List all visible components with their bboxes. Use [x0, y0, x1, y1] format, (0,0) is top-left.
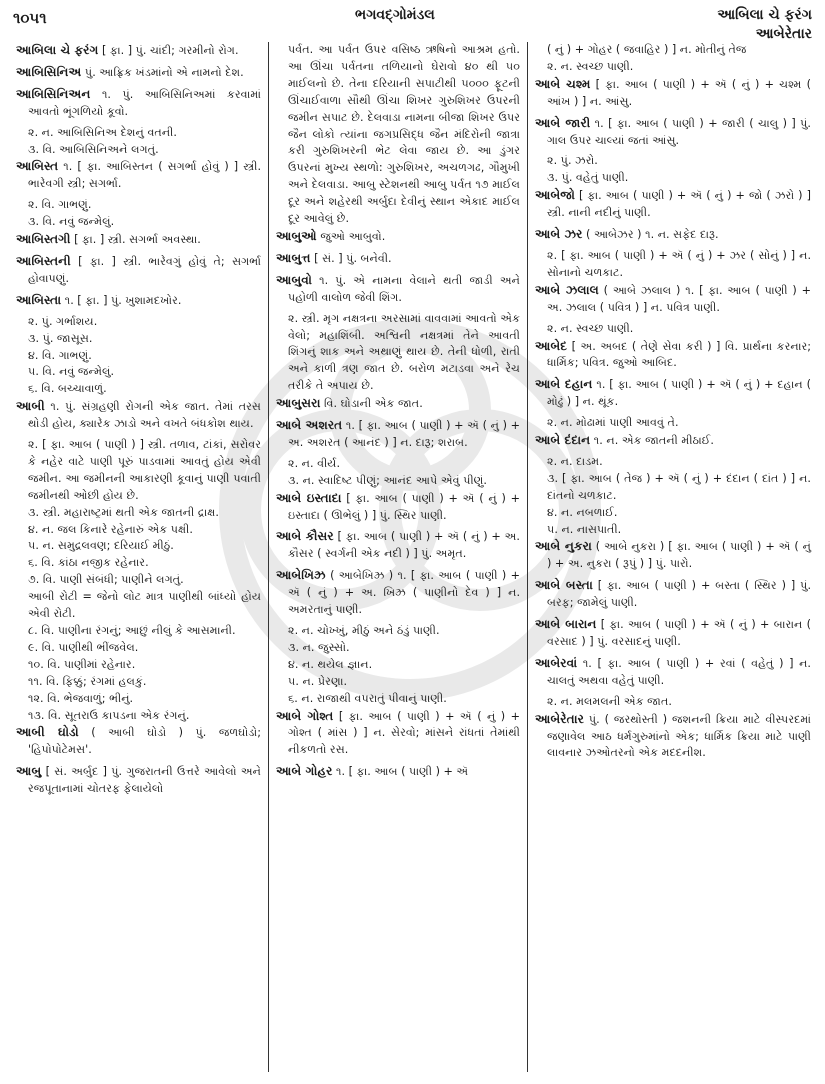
definition-text: પું. ( જરથોસ્તી ) જશનની ક્રિયા માટે વીસ્પરદમાં જણાવેલ આઠ ધર્મગુરુમાંનો એક; ધાર્મિક ક્રિયા માટે પાણી લાવનાર ઝઓતરનો એક મદદનીશ. — [547, 712, 811, 760]
definition-text: ૧. પું. એ નામના વેલાને થતી જાડી અને પહોળી વાલોળ જેવી શિંગ. — [288, 273, 520, 304]
headword: આબે જારી — [535, 115, 591, 130]
sense-line: ૩. પું. જાસૂસ. — [28, 331, 93, 345]
sense-line: ૫. ન. પ્રેરણા. — [288, 674, 348, 688]
definition-text: [ ફા. ] પું. ચાંદી; ગરમીનો રોગ. — [98, 44, 239, 57]
dictionary-entry — [276, 272, 520, 307]
dictionary-entry — [535, 115, 811, 150]
definition-text: ૧. [ ફા. ] પું. ખુશામદખોર. — [61, 293, 182, 307]
headword: આબુવો — [276, 272, 312, 287]
sense-line: ૨. સ્ત્રી. મૃગ નક્ષત્રના અરસામાં વાવવામાં આવતો એક વેલો; મહાશિંબી. અશ્વિની નક્ષત્રમાં તેને આવતી શિંગનું શાક અને અથાણું થાય છે. તેની ધોળી, રાતી અને કાળી ત્રણ જાત છે. બરોળ મટાડવા અને રેચ તરીકે તે અપાય છે. — [288, 311, 520, 393]
headword: આબેદ — [535, 338, 568, 353]
dictionary-entry — [16, 64, 261, 82]
sense-line: ૩. વિ. નવું જન્મેલું. — [28, 215, 115, 229]
headword: આબિસિનિઅન — [16, 86, 91, 101]
sense-line: ૩. વિ. આબિસિનિઅને લગતું. — [28, 142, 159, 156]
continued-text: પર્વત. આ પર્વત ઉપર વસિષ્ઠ ઋષિનો આશ્રમ હતો. આ ઊંચા પર્વતના તળિયાનો ઘેરાવો ૪૦ થી ૫૦ માઈલનો છે. તેના દરિયાની સપાટીથી ૫૦૦૦ ફૂટની ઊંચાઈવાળા સૌથી ઊંચા શિખર ગુરુશિખર ઉપરની જમીન સપાટ છે. દેલવાડા નામના બીજા શિખર ઉપર જૈન લોકો ત્યાંના જગપ્રસિદ્ધ જૈન મંદિરોની જાત્રા કરી ગુરુશિખરની ભેટ લેવા જાય છે. આ ડુંગર ઉપરનાં મુખ્ય સ્થળો: ગુરુશિખર, અચળગઢ, ગૌમુખી અને દેલવાડા. આબુ સ્ટેશનથી આબુ પર્વત ૧૭ માઈલ દૂર અને શહેરથી અર્બુદા દેવીનું સ્થાન એકાદ માઈલ દૂર આવેલું છે. — [288, 43, 520, 226]
dictionary-entry — [16, 158, 261, 193]
dictionary-entry — [276, 708, 520, 760]
headword: આબિસ્તા — [16, 292, 62, 307]
headword: આબેરેતાર — [535, 711, 584, 726]
dictionary-entry — [16, 292, 261, 310]
headword: આબે બસ્તા — [535, 578, 593, 593]
definition-text: [ સં. ] પું. બનેવી. — [310, 251, 392, 265]
sense-line: ૨. ન. આબિસિનિઅ દેશનું વતની. — [28, 125, 177, 139]
definition-text: [ ફા. આબ ( પાણી ) + ઍ ( નું ) + ચશ્મ ( આંખ ) ] ન. આંસુ. — [547, 77, 811, 108]
column-divider — [527, 42, 528, 1072]
definition-text: [ ફા. આબ ( પાણી ) + ઍ ( નું ) + બારાન ( વરસાદ ) ] પું. વરસાદનું પાણી. — [547, 618, 811, 648]
definition-text: ૧. [ ફા. આબ ( પાણી ) + જારી ( ચાલુ ) ] પું. ગાલ ઉપર ચાલ્યાં જતાં આંસુ. — [547, 116, 811, 147]
headword: આબિસ્તની — [16, 253, 71, 268]
headword: આબિસિનિઅ — [16, 64, 82, 79]
definition-text: ૧. [ ફા. આબિસ્તન ( સગર્ભા હોવું ) ] સ્ત્રી. ભારેવગી સ્ત્રી; સગર્ભા. — [28, 160, 261, 191]
dictionary-entry — [276, 763, 520, 781]
headword: આબી ઘોડો — [16, 725, 79, 740]
headword: આબે ઝલાલ — [535, 282, 599, 297]
headword: આબિલા ચે ફરંગ — [16, 43, 99, 57]
sense-line: ૬. વિ. બચ્ચાવાળું. — [28, 382, 107, 396]
headword: આબિસ્તગી — [16, 232, 71, 247]
sense-line: ૨. [ ફા. આબ ( પાણી ) ] સ્ત્રી. તળાવ, ટાંકાં, સરોવર કે નહેર વાટે પાણી પૂરું પાડવામાં આવતું હોય એવી જમીન. આ જમીનની આકારણી કૂવાનું પાણી પવાતી જમીનથી ઓછી હોય છે. — [28, 438, 261, 502]
headword: આબે દહાન — [535, 377, 593, 392]
dictionary-entry — [276, 567, 520, 619]
definition-text: [ ફા. આબ ( પાણી ) + બસ્તા ( સ્થિર ) ] પું. બરફ; જામેલું પાણી. — [547, 579, 811, 610]
running-title: ભગવદ્ગોમંડલ — [355, 7, 435, 23]
headword: આબે બારાન — [535, 617, 597, 632]
dictionary-entry — [535, 226, 811, 244]
column-divider — [268, 42, 269, 1072]
sense-line: ૨. ન. ચોખ્ખું, મીઠું અને ઠંડું પાણી. — [288, 624, 440, 637]
dictionary-entry — [276, 395, 520, 413]
continued-text: ( નું ) + ગોહર ( જવાહિર ) ] ન. મોતીનું તેજ — [547, 43, 747, 56]
sense-line: ૨. ન. મોઢામાં પાણી આવવું તે. — [547, 416, 679, 430]
definition-text: ( આબેખિઝ્ર ) ૧. [ ફા. આબ ( પાણી ) + ઍ ( નું ) + અ. ખિઝ્ર ( પાણીનો દેવ ) ] ન. અમરતાનું પાણી. — [288, 569, 520, 617]
definition-text: ( આબી ઘોડો ) પું. જળઘોડો; 'હિપોપોટેમસ'. — [28, 726, 261, 757]
definition-text: ૧. [ ફા. આબ ( પાણી ) + ઍ — [332, 765, 469, 779]
headword: આબેરવાં — [535, 655, 578, 670]
definition-text: [ સં. અર્બુદ ] પું. ગુજરાતની ઉત્તરે આવેલો અને રજપૂતાનામાં ચોતરફ ફેલાયેલો — [28, 765, 261, 796]
sense-line: આબી રોટી = જેનો લોટ માત્ર પાણીથી બાંધ્યો હોય એવી રોટી. — [28, 590, 261, 621]
dictionary-entry — [535, 338, 811, 373]
column-left — [16, 42, 261, 802]
definition-text: ૧. પું. આબિસિનિઅમાં કરવામાં આવતો ભૂંગળિયો કૂવો. — [28, 87, 261, 118]
headword: આબે નુકરા — [535, 539, 592, 554]
headword: આબેજો — [535, 188, 575, 203]
sense-line: ૨. [ ફા. આબ ( પાણી ) + ઍ ( નું ) + ઝર ( સોનું ) ] ન. સોનાનો ચળકાટ. — [547, 248, 811, 279]
headword: આબુ — [16, 764, 42, 779]
definition-text: [ ફા. આબ ( પાણી ) + ઍ ( નું ) + અ. કૌસર ( સ્વર્ગની એક નદી ) ] પું. અમૃત. — [288, 530, 520, 561]
dictionary-entry — [535, 711, 811, 763]
dictionary-entry — [276, 528, 520, 563]
definition-text: [ ફા. આબ ( પાણી ) + ઍ ( નું ) + જો ( ઝરો ) ] સ્ત્રી. નાની નદીનું પાણી. — [547, 189, 811, 220]
sense-line: ૯. વિ. પાણીથી ભીંજવેલ. — [28, 640, 139, 654]
dictionary-entry — [16, 253, 261, 288]
column-middle — [276, 42, 520, 785]
sense-line: ૨. ન. મલમલની એક જાત. — [547, 694, 672, 708]
definition-text: ૧. [ ફા. આબ ( પાણી ) + ઍ ( નું ) + અ. અશરત ( આનંદ ) ] ન. દારૂ; શરાબ. — [288, 419, 521, 449]
sense-line: ૫. વિ. નવું જન્મેલું. — [28, 365, 115, 379]
sense-line: ૧૦. વિ. પાણીમાં રહેનાર. — [28, 657, 136, 671]
definition-text: [ અ. અબદ ( તેણે સેવા કરી ) ] વિ. પ્રાર્થના કરનાર; ધાર્મિક; પવિત્ર. જુઓ આબિદ. — [547, 339, 811, 370]
definition-text: ૧. [ ફા. આબ ( પાણી ) + ઍ ( નું ) + દહાન ( મોઢું ) ] ન. થૂંક. — [547, 378, 811, 409]
definition-text: ૧. [ ફા. આબ ( પાણી ) + રવાં ( વહેતું ) ] ન. ચાલતું અથવા વહેતું પાણી. — [547, 656, 811, 687]
sense-line: ૨. પું. ઝરો. — [547, 154, 598, 168]
definition-text: જુઓ આબુવો. — [316, 229, 386, 243]
dictionary-entry — [276, 490, 520, 525]
headword: આબિસ્ત — [16, 159, 59, 174]
dictionary-entry — [535, 655, 811, 690]
definition-text: ( આબેઝર ) ૧. ન. સફેદ દારૂ. — [582, 228, 719, 242]
sense-line: ૭. વિ. પાણી સંબંધી; પાણીને લગતું. — [28, 573, 184, 587]
guide-word-first: આબિલા ચે ફરંગ — [717, 7, 812, 23]
dictionary-entry — [535, 577, 811, 612]
dictionary-entry — [16, 763, 261, 798]
headword: આબુત્ત — [276, 250, 311, 265]
dictionary-entry — [535, 538, 811, 573]
dictionary-entry — [16, 398, 261, 433]
sense-line: ૪. ન. થયેલ જ્ઞાન. — [288, 657, 373, 671]
headword: આબે ગોશ્ત — [276, 708, 334, 723]
headword: આબે કૌસર — [276, 529, 334, 544]
dictionary-entry — [276, 228, 520, 246]
definition-text: [ ફા. આબ ( પાણી ) + ઍ ( નું ) + ઇસ્તાદા ( ઊભેલું ) ] પું. સ્થિર પાણી. — [288, 491, 520, 522]
page-number: ૧૦૫૧ — [13, 9, 47, 27]
sense-line: ૮. વિ. પાણીના રંગનું; આછું નીલું કે આસમાની. — [28, 624, 236, 637]
sense-line: ૬. વિ. કાંઠા નજીક રહેનાર. — [28, 556, 149, 570]
column-right — [535, 42, 811, 766]
guide-word-last: આબેરેતાર — [755, 26, 812, 42]
definition-text: [ ફા. આબ ( પાણી ) + ઍ ( નું ) + ગોશ્ત ( માંસ ) ] ન. સેરવો; માંસને રાંધતાં તેમાંથી નીકળતો રસ. — [288, 709, 520, 757]
definition-text: ૧. ન. એક જાતની મીઠાઈ. — [590, 434, 714, 448]
definition-text: પું. આફ્રિક ખંડમાંનો એ નામનો દેશ. — [81, 65, 244, 79]
sense-line: ૧૨. વિ. ભેજવાળું; ભીનું. — [28, 691, 134, 705]
dictionary-entry — [16, 724, 261, 759]
sense-line: ૩. [ ફા. આબ ( તેજ ) + ઍ ( નું ) + દંદાન ( દાંત ) ] ન. દાંતનો ચળકાટ. — [547, 471, 811, 502]
sense-line: ૨. ન. દાડમ. — [547, 454, 603, 468]
sense-line: ૨. ન. વીર્ય. — [288, 456, 341, 470]
dictionary-entry — [535, 616, 811, 651]
sense-line: ૫. ન. સમુદ્રલવણ; દરિયાઈ મીઠું. — [28, 539, 174, 553]
definition-text: ( આબે નુકરા ) [ ફા. આબ ( પાણી ) + ઍ ( નું ) + અ. નુકરા ( રૂપું ) ] પું. પારો. — [547, 540, 811, 571]
definition-text: ૧. પું. સંગ્રહણી રોગની એક જાત. તેમાં તરસ થોડી હોય, ક્યારેક ઝાડો અને વખતે બંધકોશ થાય. — [28, 400, 261, 431]
dictionary-entry — [535, 432, 811, 450]
definition-text: [ ફા. ] સ્ત્રી. ભારેવગું હોવું તે; સગર્ભા હોવાપણું. — [28, 254, 261, 285]
sense-line: ૪. વિ. ગાભણું. — [28, 348, 92, 362]
dictionary-entry — [276, 417, 520, 452]
headword: આબેખિઝ્ર — [276, 568, 326, 583]
sense-line: ૨. ન. સ્વચ્છ પાણી. — [547, 59, 634, 73]
headword: આબે દંદાન — [535, 433, 591, 448]
dictionary-entry — [16, 42, 261, 60]
sense-line: ૨. વિ. ગાભણું. — [28, 198, 92, 212]
definition-text: ( આબે ઝલાલ ) ૧. [ ફા. આબ ( પાણી ) + અ. ઝલાલ ( પવિત્ર ) ] ન. પવિત્ર પાણી. — [547, 283, 811, 314]
sense-line: ૨. પું. ગર્ભાશય. — [28, 314, 98, 328]
sense-line: ૪. ન. નબળાઈ. — [547, 505, 618, 519]
sense-line: ૪. ન. જલ કિનારે રહેનારું એક પક્ષી. — [28, 522, 193, 536]
sense-line: ૧૧. વિ. ફિક્કું; રંગમાં હલકું. — [28, 674, 147, 688]
sense-line: ૩. ન. સ્વાદિષ્ટ પીણું; આનંદ આપે એવું પીણું. — [288, 473, 487, 487]
headword: આબુઓ — [276, 228, 317, 243]
headword: આબી — [16, 399, 45, 414]
headword: આબે ચશ્મ — [535, 76, 591, 91]
dictionary-entry — [16, 231, 261, 249]
sense-line: ૨. ન. સ્વચ્છ પાણી. — [547, 321, 634, 335]
definition-text: [ ફા. ] સ્ત્રી. સગર્ભા અવસ્થા. — [70, 233, 201, 247]
dictionary-entry — [535, 376, 811, 411]
sense-line: ૩. સ્ત્રી. મહારાષ્ટ્રમાં થતી એક જાતની દ્રાક્ષ. — [28, 505, 219, 519]
headword: આબે ગોહર — [276, 764, 333, 779]
dictionary-entry — [535, 76, 811, 111]
sense-line: ૩. પું. વહેતું પાણી. — [547, 171, 629, 185]
sense-line: ૩. ન. જુસ્સો. — [288, 640, 350, 654]
headword: આબે ઝર — [535, 227, 583, 242]
headword: આબે ઇસ્તાદા — [276, 490, 342, 505]
dictionary-entry — [535, 282, 811, 317]
sense-line: ૫. ન. નાસપાતી. — [547, 522, 622, 536]
headword: આબે અશરત — [276, 418, 343, 433]
sense-line: ૧૩. વિ. સૂતરાઉ કાપડના એક રંગનું. — [28, 708, 190, 722]
dictionary-entry — [535, 187, 811, 222]
headword: આબુસરા — [276, 396, 321, 411]
sense-line: ૬. ન. રાજાથી વપરાતું પીવાનું પાણી. — [288, 691, 447, 705]
dictionary-entry — [16, 86, 261, 121]
definition-text: વિ. ઘોડાની એક જાત. — [320, 397, 423, 411]
dictionary-entry — [276, 250, 520, 268]
